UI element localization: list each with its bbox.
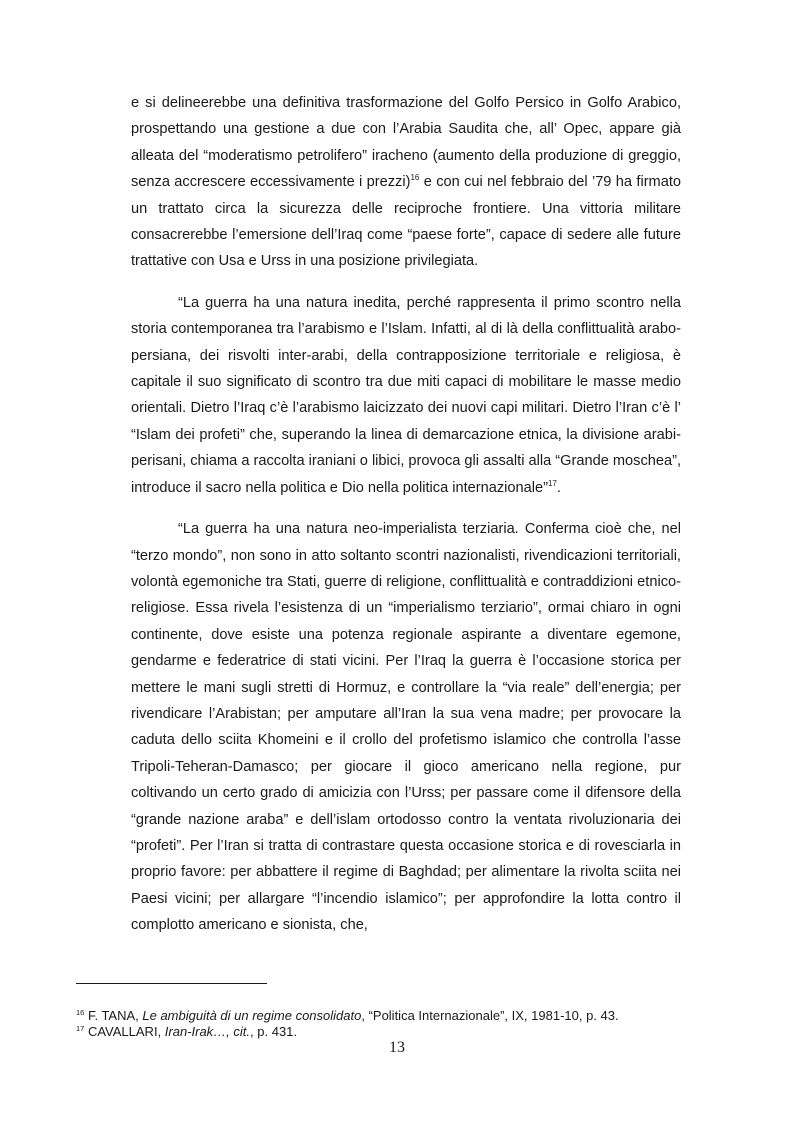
footnote-16	[76, 1008, 716, 1024]
paragraph-3-text: “La guerra ha una natura neo-imperialista terziaria. Conferma cioè che, nel “terzo mondo”, non sono in atto soltanto scontri nazionalisti, rivendicazioni territoriali, volontà egemoniche tra Stati, guerre di religione, conflittualità e contraddizioni etnico-religiose. Essa rivela l’esistenza di un “imperialismo terziario”, ormai chiaro in ogni continente, dove esiste una potenza regionale aspirante a diventare egemone, gendarme e federatrice di stati vicini. Per l’Iraq la guerra è l’occasione storica per mettere le mani sugli stretti di Hormuz, e controllare la “via reale” dell’energia; per rivendicare l’Arabistan; per amputare all’Iran la sua vena madre; per provocare la caduta dello sciita Khomeini e il crollo del profetismo islamico che controlla l’asse Tripoli-Teheran-Damasco; per giocare il gioco americano nella regione, pur coltivando un certo grado di amicizia con l’Urss; per passare come il difensore della “grande nazione araba” e dell’islam ortodosso contro la ventata rivoluzionaria dei “profeti”. Per l’Iran si tratta di contrastare questa occasione storica e di rovesciarla in proprio favore: per abbattere il regime di Baghdad; per alimentare la rivolta sciita nei Paesi vicini; per allargare “l’incendio islamico”; per approfondire la lotta contro il complotto americano e sionista, che,	[131, 521, 681, 934]
footnote-text-cont: , “Politica Internazionale”, IX, 1981-10, p. 43.	[361, 1008, 619, 1023]
paragraph-2-text: “La guerra ha una natura inedita, perché rappresenta il primo scontro nella storia contemporanea tra l’arabismo e l’Islam. Infatti, al di là della conflittualità arabo-persiana, dei risvolti inter-arabi, della contrapposizione territoriale e religiosa, è capitale il suo significato di scontro tra due miti capaci di mobilitare le masse medio orientali. Dietro l’Iraq c’è l’arabismo laicizzato dei nuovi capi militari. Dietro l’Iran c’è l’ “Islam dei profeti” che, superando la linea di demarcazione etnica, la divisione arabi-perisani, chiama a raccolta iraniani o libici, provoca gli assalti alla “Grande moschea”, introduce il sacro nella politica e Dio nella politica internazionale”	[131, 294, 681, 496]
footnote-ref-16[interactable]: 16	[410, 173, 420, 183]
body-text	[131, 90, 681, 939]
footnote-title: Le ambiguità di un regime consolidato	[142, 1008, 362, 1023]
paragraph-1	[131, 90, 681, 275]
footnote-ref-17[interactable]: 17	[547, 478, 557, 488]
paragraph-1-text: e si delineerebbe una definitiva trasformazione del Golfo Persico in Golfo Arabico, prospettando una gestione a due con l’Arabia Saudita che, all’ Opec, appare già alleata del “moderatismo petrolifero” iracheno (aumento della produzione di greggio, senza accrescere eccessivamente i prezzi)	[131, 95, 681, 191]
paragraph-1-text-cont: e con cui nel febbraio del ’79 ha firmato un trattato circa la sicurezza delle reciproche frontiere. Una vittoria militare consacrerebbe l’emersione dell’Iraq come “paese forte”, capace di sedere alle future trattative con Usa e Urss in una posizione privilegiata.	[131, 174, 681, 270]
paragraph-2	[131, 290, 681, 501]
footnote-text: F. TANA,	[84, 1008, 143, 1023]
footnote-separator	[76, 983, 267, 984]
footnote-text: CAVALLARI,	[84, 1024, 165, 1039]
footnote-number: 17	[76, 1024, 85, 1033]
footnote-17	[76, 1024, 716, 1040]
footnote-text-cont: , p. 431.	[250, 1024, 298, 1039]
page-number: 13	[389, 1039, 405, 1056]
paragraph-3	[131, 516, 681, 939]
footnote-number: 16	[76, 1008, 85, 1017]
footnote-title: Iran-Irak…, cit.	[164, 1024, 251, 1039]
paragraph-2-text-cont: .	[556, 479, 561, 496]
footnotes	[76, 1008, 716, 1040]
